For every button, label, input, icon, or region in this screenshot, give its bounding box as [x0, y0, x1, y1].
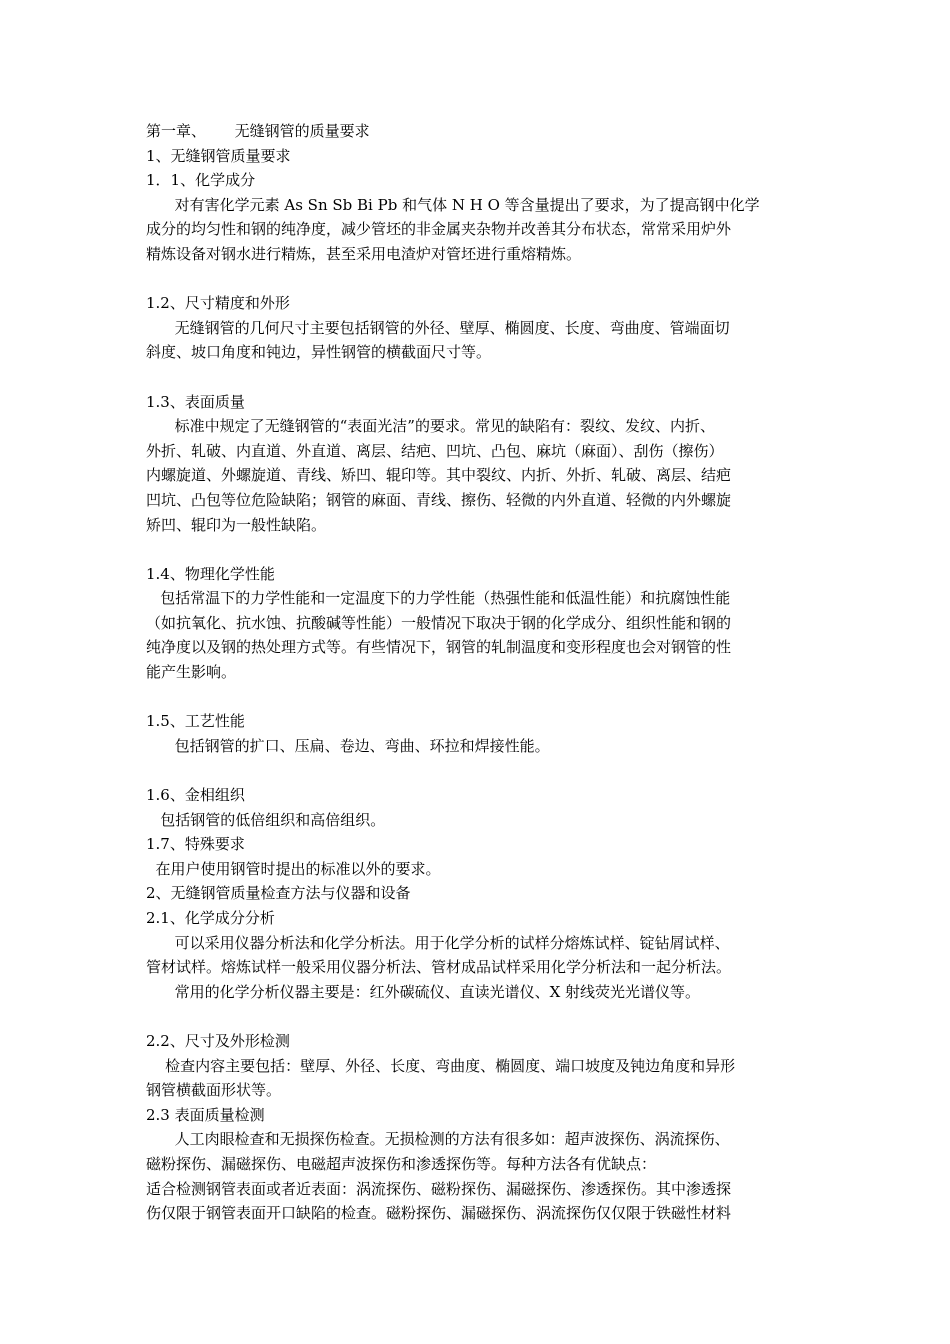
- text-line: 2.2、尺寸及外形检测: [146, 1031, 290, 1050]
- text-line: 在用户使用钢管时提出的标准以外的要求。: [146, 859, 441, 878]
- text-line: 管材试样。熔炼试样一般采用仪器分析法、管材成品试样采用化学分析法和一起分析法。: [146, 958, 732, 977]
- text-line: 1.5、工艺性能: [146, 712, 245, 731]
- text-line: 内螺旋道、外螺旋道、青线、矫凹、辊印等。其中裂纹、内折、外折、轧破、离层、结疤: [146, 466, 732, 485]
- text-line: 常用的化学分析仪器主要是：红外碳硫仪、直读光谱仪、X 射线荧光光谱仪等。: [146, 982, 701, 1001]
- text-line: 2.3 表面质量检测: [146, 1105, 265, 1124]
- text-line: 精炼设备对钢水进行精炼，甚至采用电渣炉对管坯进行重熔精炼。: [146, 244, 582, 263]
- text-line: 包括常温下的力学性能和一定温度下的力学性能（热强性能和低温性能）和抗腐蚀性能: [146, 589, 731, 608]
- blank-line: [146, 758, 809, 783]
- text-line: 可以采用仪器分析法和化学分析法。用于化学分析的试样分熔炼试样、锭钻屑试样、: [146, 933, 730, 952]
- blank-line: [146, 267, 809, 292]
- text-line: 对有害化学元素 As Sn Sb Bi Pb 和气体 N H O 等含量提出了要求，为了提高钢中化学: [146, 195, 760, 214]
- text-line: 成分的均匀性和钢的纯净度，减少管坯的非金属夹杂物并改善其分布状态，常常采用炉外: [146, 220, 732, 239]
- text-line: 1.2、尺寸精度和外形: [146, 294, 290, 313]
- text-line: 1.7、特殊要求: [146, 835, 245, 854]
- text-line: 标准中规定了无缝钢管的“表面光洁”的要求。常见的缺陷有：裂纹、发纹、内折、: [146, 417, 715, 436]
- text-line: 矫凹、辊印为一般性缺陷。: [146, 515, 327, 534]
- text-line: 凹坑、凸包等位危险缺陷；钢管的麻面、青线、擦伤、轻微的内外直道、轻微的内外螺旋: [146, 490, 732, 509]
- text-line: 能产生影响。: [146, 663, 237, 682]
- text-line: （如抗氧化、抗水蚀、抗酸碱等性能）一般情况下取决于钢的化学成分、组织性能和钢的: [146, 613, 732, 632]
- text-line: 适合检测钢管表面或者近表面：涡流探伤、磁粉探伤、漏磁探伤、渗透探伤。其中渗透探: [146, 1179, 732, 1198]
- document-body: [146, 119, 809, 1226]
- text-line: 磁粉探伤、漏磁探伤、电磁超声波探伤和渗透探伤等。每种方法各有优缺点：: [146, 1154, 657, 1173]
- text-line: 1.6、金相组织: [146, 786, 245, 805]
- text-line: 外折、轧破、内直道、外直道、离层、结疤、凹坑、凸包、麻坑（麻面）、刮伤（擦伤）: [146, 441, 724, 460]
- text-line: 钢管横截面形状等。: [146, 1081, 282, 1100]
- text-line: 1.4、物理化学性能: [146, 564, 275, 583]
- text-line: 包括钢管的扩口、压扁、卷边、弯曲、环拉和焊接性能。: [146, 736, 550, 755]
- text-line: 2、无缝钢管质量检查方法与仪器和设备: [146, 884, 411, 903]
- text-line: 无缝钢管的几何尺寸主要包括钢管的外径、壁厚、椭圆度、长度、弯曲度、管端面切: [146, 318, 730, 337]
- text-line: 1、无缝钢管质量要求: [146, 146, 291, 165]
- text-line: 检查内容主要包括：壁厚、外径、长度、弯曲度、椭圆度、端口坡度及钝边角度和异形: [146, 1056, 736, 1075]
- text-line: 2.1、化学成分分析: [146, 909, 275, 927]
- blank-line: [146, 537, 809, 562]
- blank-line: [146, 365, 809, 390]
- text-line: 第一章、 无缝钢管的质量要求: [146, 122, 370, 140]
- text-line: 纯净度以及钢的热处理方式等。有些情况下，钢管的轧制温度和变形程度也会对钢管的性: [146, 638, 732, 657]
- text-line: 斜度、坡口角度和钝边，异性钢管的横截面尺寸等。: [146, 343, 492, 362]
- text-line: 1.3、表面质量: [146, 392, 245, 411]
- text-line: 伤仅限于钢管表面开口缺陷的检查。磁粉探伤、漏磁探伤、涡流探伤仅仅限于铁磁性材料: [146, 1204, 732, 1223]
- text-line: 1．1、化学成分: [146, 171, 256, 190]
- blank-line: [146, 1004, 809, 1029]
- text-line: 包括钢管的低倍组织和高倍组织。: [146, 810, 386, 829]
- text-line: 人工肉眼检查和无损探伤检查。无损检测的方法有很多如：超声波探伤、涡流探伤、: [146, 1130, 730, 1149]
- blank-line: [146, 685, 809, 710]
